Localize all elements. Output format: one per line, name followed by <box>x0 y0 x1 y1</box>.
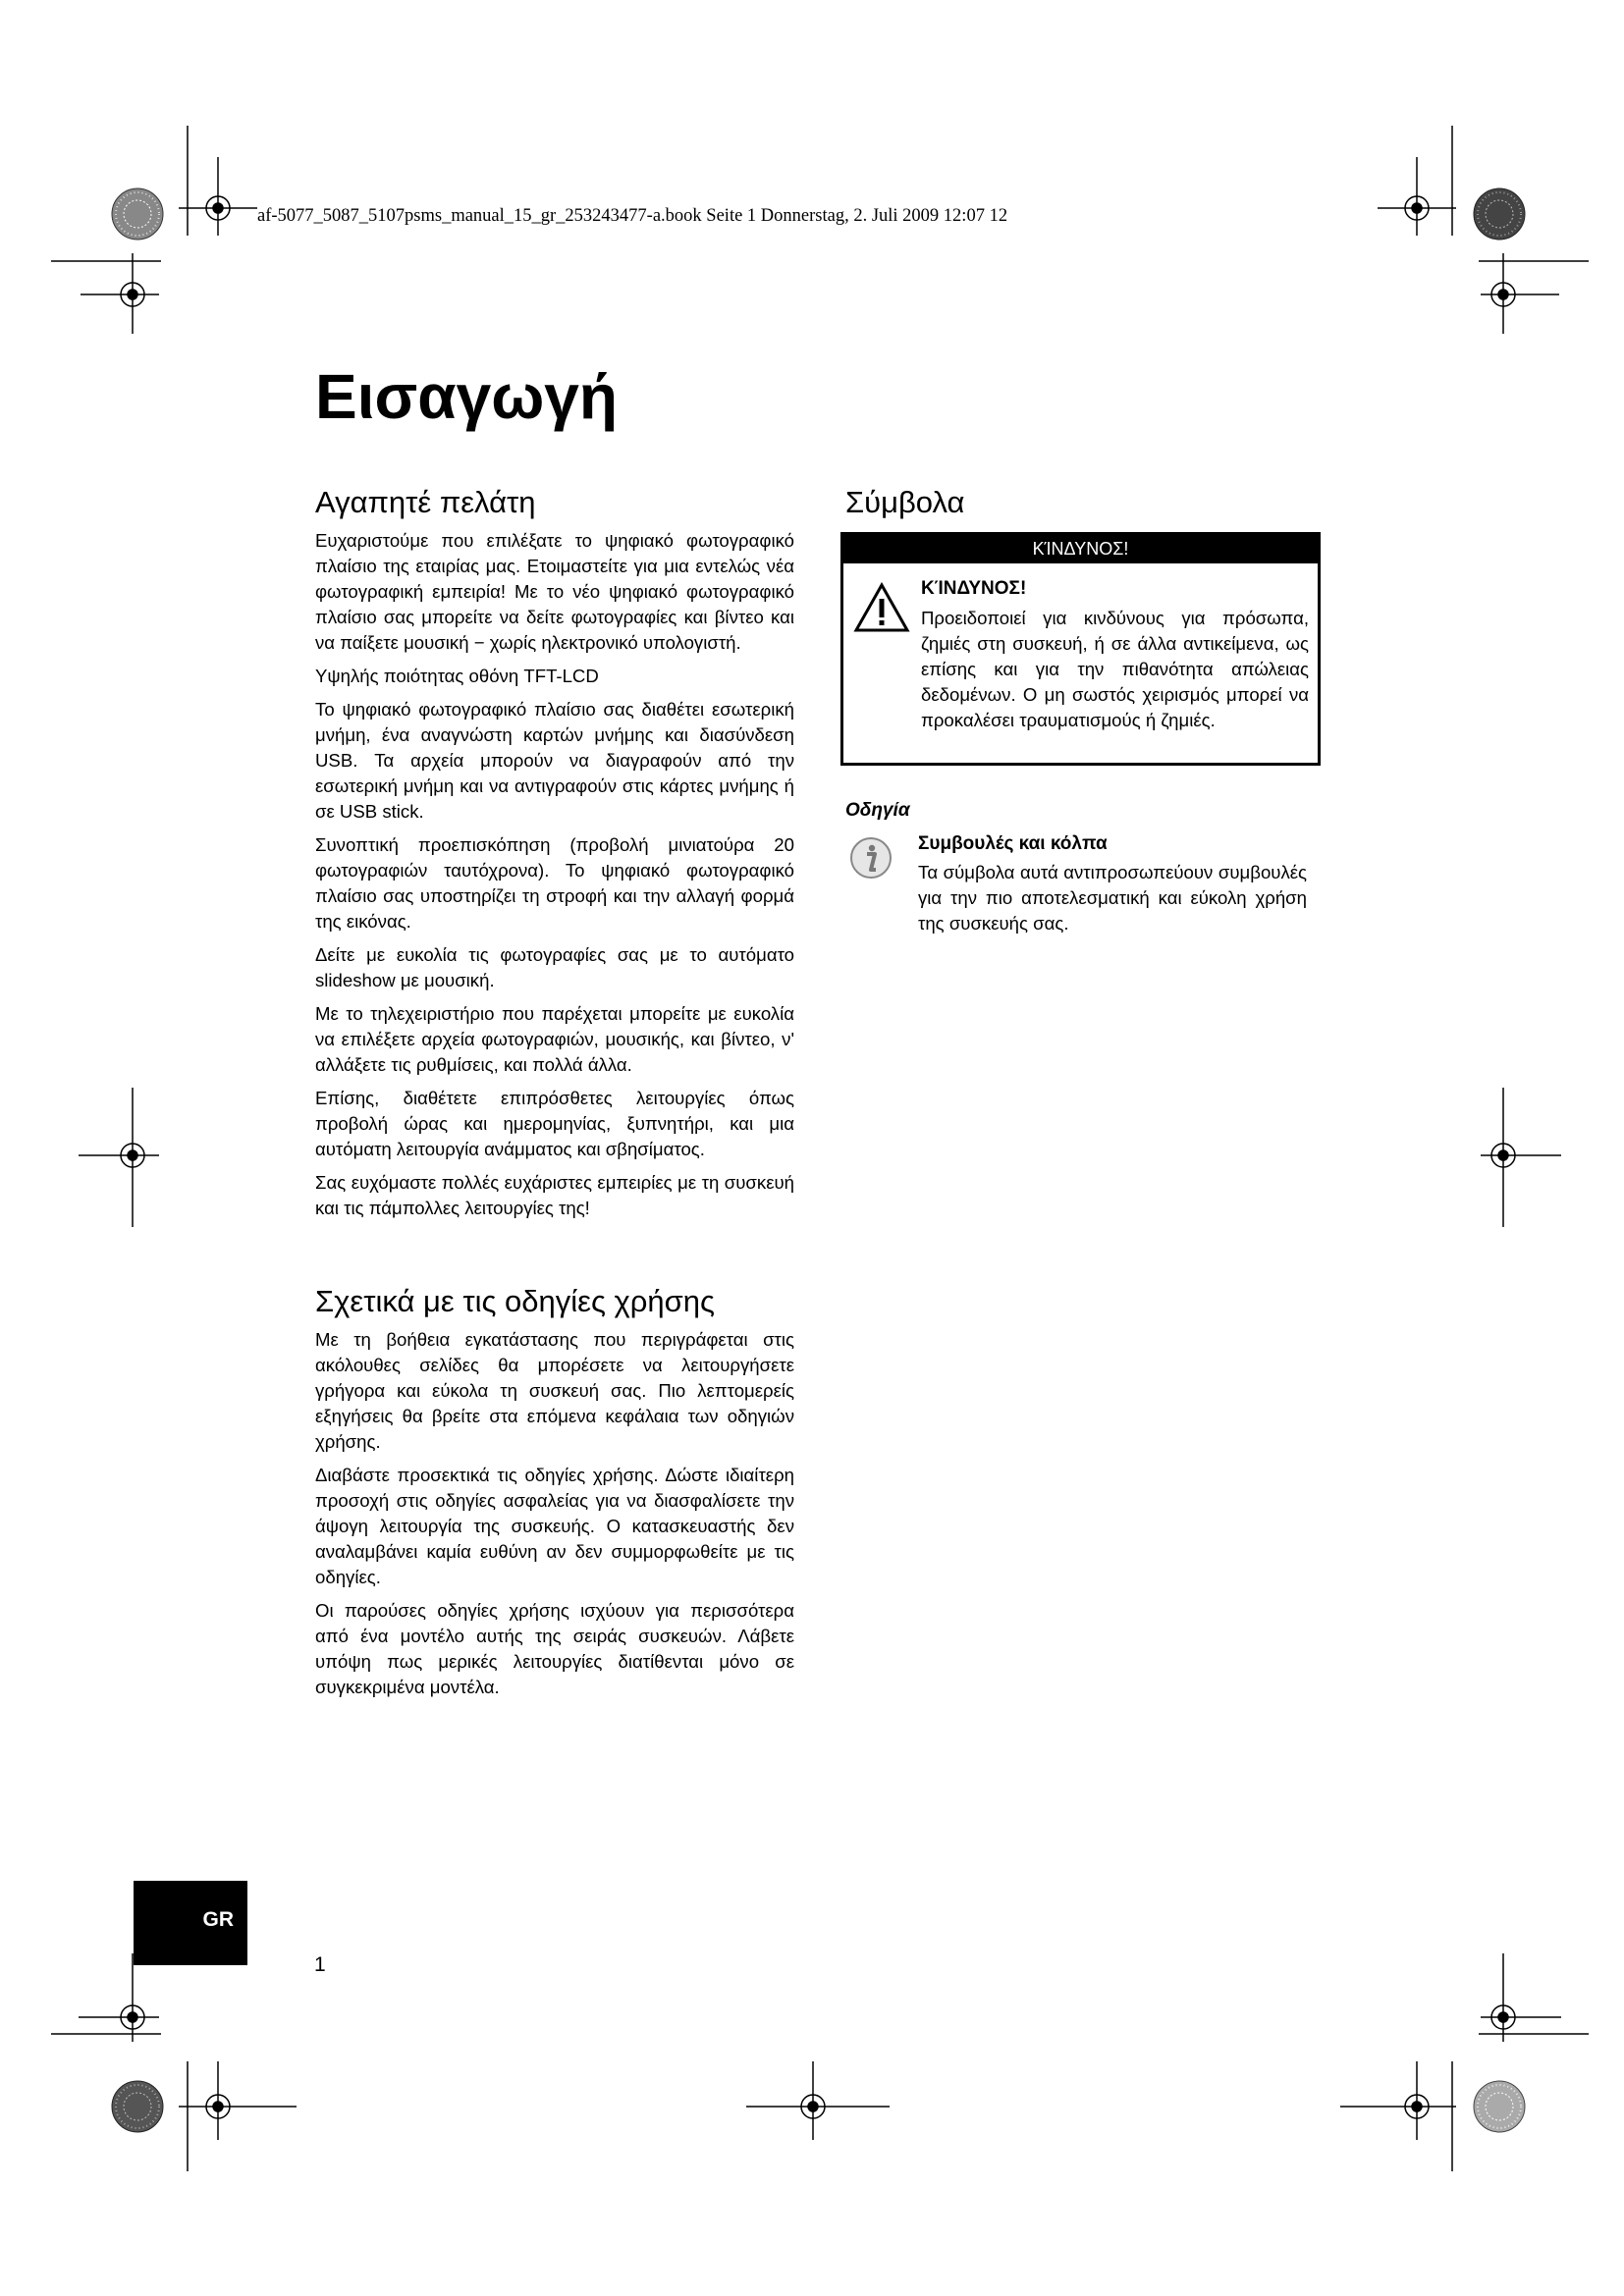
info-icon <box>849 836 893 880</box>
note-label: Οδηγία <box>845 800 910 821</box>
registration-target <box>746 2061 890 2140</box>
danger-text: Προειδοποιεί για κινδύνους για πρόσωπα, ζημιές στη συσκευή, ή σε άλλα αντικείμενα, ως επίσης και για την πιθανότητα απώλειας δεδομένων. Ο μη σωστός χειρισμός μπορεί να προκαλέσει τραυματισμούς ή ζημιές. <box>921 608 1309 730</box>
paragraph: Το ψηφιακό φωτογραφικό πλαίσιο σας διαθέτει εσωτερική μνήμη, ένα αναγνώστη καρτών μνήμης και διασύνδεση USB. Τα αρχεία μπορούν να διαγραφούν από την εσωτερική μνήμη και να αντιγραφούν στις κάρτες μνήμης ή σε USB stick. <box>315 699 794 822</box>
paragraph: Συνοπτική προεπισκόπηση (προβολή μινιατούρα 20 φωτογραφιών ταυτόχρονα). Το ψηφιακό φωτογραφικό πλαίσιο σας υποστηρίζει τη στροφή και την αλλαγή φορμά της εικόνας. <box>315 834 794 932</box>
language-tab <box>134 1881 247 1965</box>
registration-target <box>1378 157 1456 236</box>
section-heading-dear-customer: Αγαπητέ πελάτη <box>315 485 536 519</box>
manual-text-block <box>315 1327 794 1708</box>
section-heading-about-manual: Σχετικά με τις οδηγίες χρήσης <box>315 1284 715 1318</box>
language-tab-label: GR <box>202 1908 234 1931</box>
paragraph: Επίσης, διαθέτετε επιπρόσθετες λειτουργίες όπως προβολή ώρας και ημερομηνίας, ξυπνητήρι, και μια αυτόματη λειτουργία ανάμματος και σβησίματος. <box>315 1088 794 1159</box>
page-title: Εισαγωγή <box>315 361 618 432</box>
registration-target <box>1340 2061 1456 2140</box>
registration-target <box>81 253 159 334</box>
calibration-starburst <box>1474 188 1525 240</box>
paragraph: Οι παρούσες οδηγίες χρήσης ισχύουν για περισσότερα από ένα μοντέλο αυτής της σειράς συσκευών. Λάβετε υπόψη πως μερικές λειτουργίες διατίθενται μόνο σε συγκεκριμένα μοντέλα. <box>315 1600 794 1697</box>
paragraph: Με τη βοήθεια εγκατάστασης που περιγράφεται στις ακόλουθες σελίδες θα μπορέσετε να λειτουργήσετε γρήγορα και εύκολα τη συσκευή σας. Πιο λεπτομερείς εξηγήσεις θα βρείτε στα επόμενα κεφάλαια των οδηγιών χρήσης. <box>315 1329 794 1452</box>
registration-target <box>79 1088 159 1227</box>
registration-target <box>79 1953 159 2042</box>
paragraph: Υψηλής ποιότητας οθόνη TFT-LCD <box>315 666 599 686</box>
page-number: 1 <box>314 1953 326 1976</box>
paragraph: Σας ευχόμαστε πολλές ευχάριστες εμπειρίες με τη συσκευή και τις πάμπολλες λειτουργίες της! <box>315 1172 794 1218</box>
tips-title: Συμβουλές και κόλπα <box>918 833 1108 854</box>
calibration-starburst <box>112 2081 163 2132</box>
warning-triangle-icon <box>853 582 910 633</box>
danger-callout <box>840 532 1321 766</box>
paragraph: Με το τηλεχειριστήριο που παρέχεται μπορείτε με ευκολία να επιλέξετε αρχεία φωτογραφιών, μουσικής, και βίντεο, ν' αλλάξετε τις ρυθμίσεις, και πολλά άλλα. <box>315 1003 794 1075</box>
registration-target <box>179 157 257 236</box>
paragraph: Ευχαριστούμε που επιλέξατε το ψηφιακό φωτογραφικό πλαίσιο της εταιρίας μας. Ετοιμαστείτε για μια εντελώς νέα φωτογραφική εμπειρία! Με το νέο ψηφιακό φωτογραφικό πλαίσιο σας μπορείτε να δείτε φωτογραφίες και βίντεο και να παίξετε μουσική − χωρίς ηλεκτρονικό υπολογιστή. <box>315 530 794 653</box>
tips-text: Τα σύμβολα αυτά αντιπροσωπεύουν συμβουλές για την πιο αποτελεσματική και εύκολη χρήση της συσκευής σας. <box>918 862 1307 934</box>
calibration-starburst <box>112 188 163 240</box>
paragraph: Δείτε με ευκολία τις φωτογραφίες σας με το αυτόματο slideshow με μουσική. <box>315 944 794 990</box>
print-header: af-5077_5087_5107psms_manual_15_gr_253243477-a.book Seite 1 Donnerstag, 2. Juli 2009 12:07 12 <box>257 206 1008 226</box>
section-heading-symbols: Σύμβολα <box>845 485 965 519</box>
danger-title: ΚΊΝΔΥΝΟΣ! <box>921 578 1027 599</box>
calibration-starburst <box>1474 2081 1525 2132</box>
registration-target <box>179 2061 297 2140</box>
danger-bar-label: ΚΊΝΔΥΝΟΣ! <box>843 535 1318 563</box>
registration-target <box>1481 253 1559 334</box>
intro-text-block <box>315 528 794 1229</box>
paragraph: Διαβάστε προσεκτικά τις οδηγίες χρήσης. Δώστε ιδιαίτερη προσοχή στις οδηγίες ασφαλείας για να διασφαλίσετε την άψογη λειτουργία της συσκευής. Ο κατασκευαστής δεν αναλαμβάνει καμία ευθύνη αν δεν συμμορφωθείτε με τις οδηγίες. <box>315 1465 794 1587</box>
registration-target <box>1481 1088 1561 1227</box>
registration-target <box>1481 1953 1561 2042</box>
